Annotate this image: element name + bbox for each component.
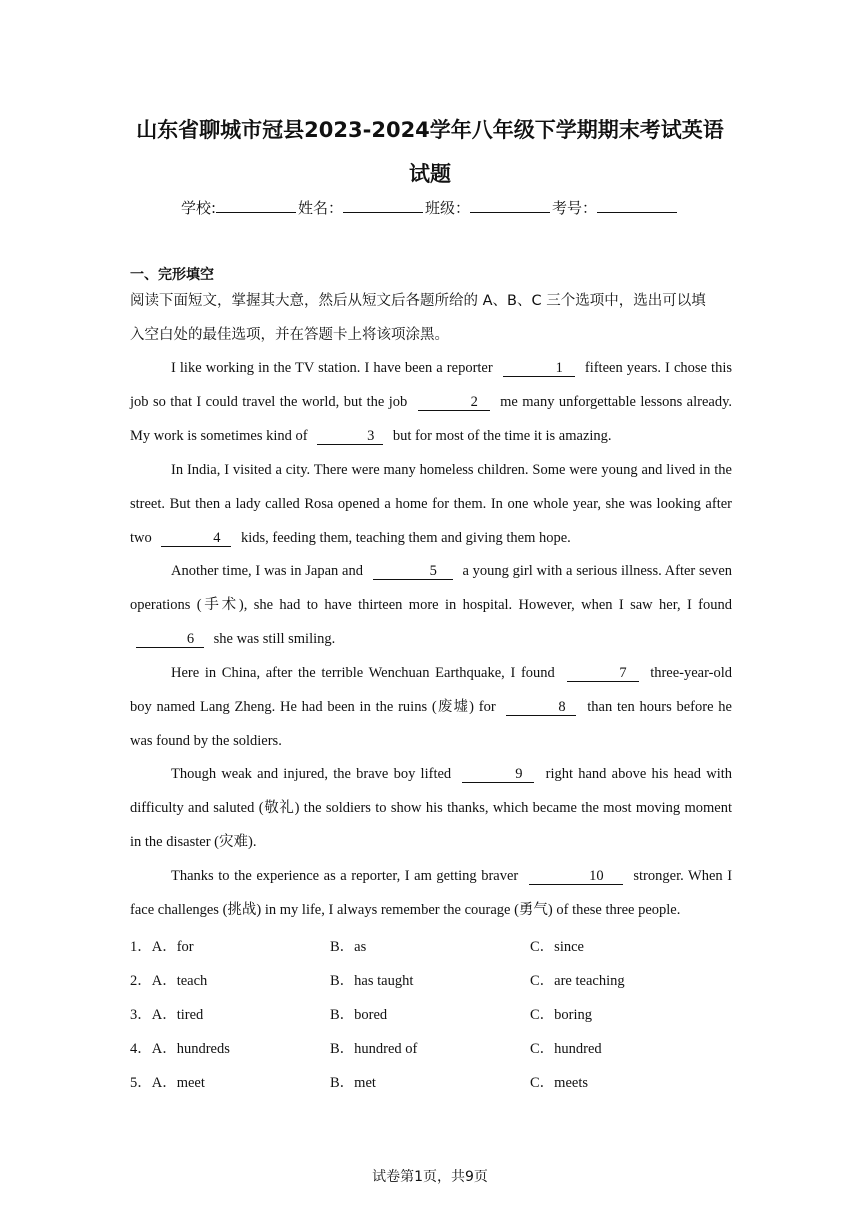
- passage-paragraph-3: [130, 555, 732, 656]
- paragraph-text: stronger. When I face challenges (挑战) in my life, I always remember the courage (勇气) of these three people.: [130, 868, 733, 918]
- paragraph-text: Here in China, after the terrible Wenchuan Earthquake, I found: [171, 665, 555, 681]
- question-option-a: 4．A．hundreds: [130, 1041, 230, 1057]
- question-options-row: [130, 1071, 732, 1091]
- paragraph-text: me many unforgettable lessons already. My work is sometimes kind of: [130, 393, 733, 444]
- question-option-b: B．as: [330, 939, 367, 955]
- passage-paragraph-5: [130, 758, 732, 859]
- blank-5: 5: [373, 563, 453, 580]
- section-heading: 一、完形填空: [130, 267, 214, 283]
- name-blank: [343, 198, 423, 213]
- question-options-row: [130, 1003, 732, 1023]
- paragraph-text: Though weak and injured, the brave boy lifted: [171, 766, 452, 782]
- passage-paragraph-4: [130, 657, 732, 758]
- blank-8: 8: [506, 699, 576, 716]
- paragraph-text: than ten hours before he was found by the soldiers.: [130, 698, 732, 749]
- school-label: 学校:: [180, 199, 216, 217]
- school-blank: [216, 198, 296, 213]
- question-option-c: C．boring: [530, 1007, 593, 1023]
- question-option-b: B．has taught: [330, 973, 414, 989]
- paragraph-text: a young girl with a serious illness. After seven operations (手术), she had to have thirteen more in hospital. However, when I saw her, I found: [130, 563, 733, 613]
- exam-title: 山东省聊城市冠县2023-2024学年八年级下学期期末考试英语: [136, 118, 724, 142]
- question-options-row: [130, 935, 732, 955]
- passage-paragraph-6: [130, 860, 732, 928]
- instruction-line-1: 阅读下面短文，掌握其大意，然后从短文后各题所给的 A、B、C 三个选项中，选出可以填: [130, 293, 706, 309]
- paragraph-text: Thanks to the experience as a reporter, I am getting braver: [171, 868, 519, 884]
- blank-4: 4: [161, 530, 231, 547]
- paragraph-text: In India, I visited a city. There were many homeless children. Some were young and lived in the street. But then a lady called Rosa opened a home for them. In one whole year, she was looking after two: [130, 462, 732, 546]
- paragraph-text: Another time, I was in Japan and: [171, 563, 363, 579]
- question-option-b: B．hundred of: [330, 1041, 418, 1057]
- page-footer: 试卷第1页，共9页: [372, 1169, 488, 1185]
- blank-9: 9: [462, 766, 534, 783]
- question-option-a: 2．A．teach: [130, 973, 208, 989]
- paragraph-text: I like working in the TV station. I have been a reporter: [171, 360, 493, 376]
- exam-no-label: 考号：: [552, 199, 598, 217]
- student-info-line: [0, 197, 860, 218]
- blank-6: 6: [136, 631, 204, 648]
- paragraph-text: but for most of the time it is amazing.: [392, 427, 612, 444]
- exam-title-line2: 试题: [409, 162, 451, 186]
- blank-3: 3: [317, 428, 383, 445]
- question-option-c: C．are teaching: [530, 973, 625, 989]
- paragraph-text: she was still smiling.: [213, 630, 336, 647]
- exam-no-blank: [597, 198, 677, 213]
- question-option-c: C．meets: [530, 1075, 588, 1091]
- question-option-b: B．bored: [330, 1007, 388, 1023]
- question-option-a: 1．A．for: [130, 939, 194, 955]
- name-label: 姓名：: [298, 199, 344, 217]
- blank-10: 10: [529, 868, 623, 885]
- question-option-a: 5．A．meet: [130, 1075, 205, 1091]
- question-option-c: C．since: [530, 939, 584, 955]
- paragraph-text: three-year-old boy named Lang Zheng. He had been in the ruins (废墟) for: [130, 665, 733, 715]
- question-options-row: [130, 969, 732, 989]
- question-option-c: C．hundred: [530, 1041, 602, 1057]
- class-blank: [470, 198, 550, 213]
- paragraph-text: kids, feeding them, teaching them and giving them hope.: [241, 529, 571, 546]
- blank-1: 1: [503, 360, 575, 377]
- paragraph-text: right hand above his head with difficulty and saluted (敬礼) the soldiers to show his thanks, which became the most moving moment in the disaster (灾难).: [130, 766, 733, 850]
- question-option-b: B．met: [330, 1075, 376, 1091]
- passage-paragraph-1: [130, 352, 732, 453]
- passage-paragraph-2: [130, 454, 732, 555]
- question-option-a: 3．A．tired: [130, 1007, 204, 1023]
- blank-2: 2: [418, 394, 490, 411]
- blank-7: 7: [567, 665, 639, 682]
- paragraph-text: fifteen years. I chose this job so that I could travel the world, but the job: [130, 360, 733, 410]
- class-label: 班级：: [425, 199, 471, 217]
- instruction-line-2: 入空白处的最佳选项，并在答题卡上将该项涂黑。: [130, 327, 449, 343]
- question-options-row: [130, 1037, 732, 1057]
